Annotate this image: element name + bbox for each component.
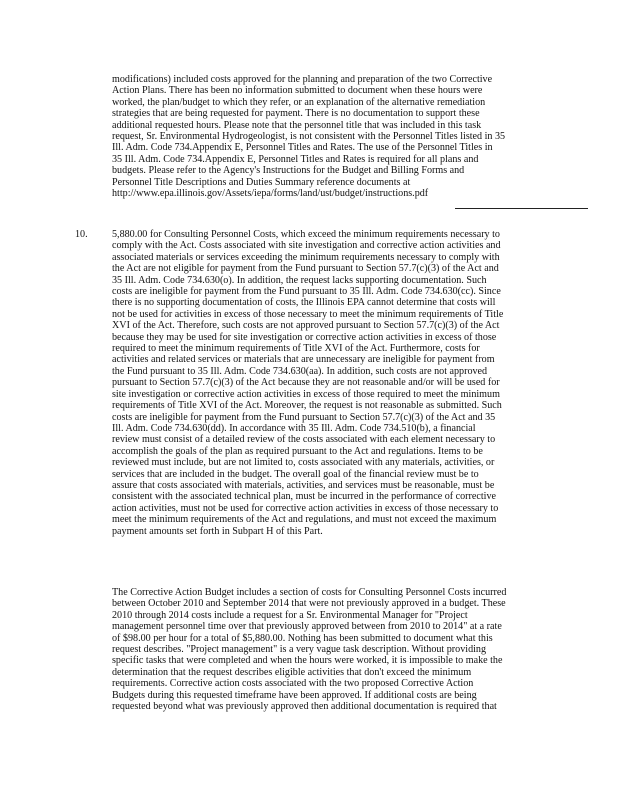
- text-line: requirements of Title XVI of the Act. Moreover, the request is not reasonable as submitted. Such: [112, 400, 502, 412]
- text-line: Ill. Adm. Code 734.630(dd). In accordance with 35 Ill. Adm. Code 734.510(b), a financial: [112, 422, 476, 434]
- text-line: determination that the request describes eligible activities that don't exceed the minimum: [112, 666, 472, 678]
- text-line: the Act are not eligible for payment from the Fund pursuant to Section 57.7(c)(3) of the Act and: [112, 263, 499, 275]
- text-line: specific tasks that were completed and when the hours were worked, it is impossible to make the: [112, 655, 503, 667]
- text-line: worked, the plan/budget to which they refer, or an explanation of the alternative remediation: [112, 96, 486, 108]
- text-line: 2010 through 2014 costs include a request for a Sr. Environmental Manager for "Project: [112, 609, 468, 621]
- text-line: consistent with the associated technical plan, must be incurred in the performance of corrective: [112, 491, 496, 503]
- text-line: Budgets during this requested timeframe have been approved. If additional costs are being: [112, 689, 477, 701]
- text-line: Personnel Title Descriptions and Duties Summary reference documents at: [112, 176, 411, 188]
- text-line: of $98.00 per hour for a total of $5,880.00. Nothing has been submitted to document what this: [112, 632, 493, 644]
- text-line: between October 2010 and September 2014 that were not previously approved in a budget. These: [112, 598, 506, 610]
- text-line: required to meet the minimum requirements of Title XVI of the Act. Furthermore, costs for: [112, 343, 480, 355]
- text-line: request, Sr. Environmental Hydrogeologist, is not consistent with the Personnel Titles listed in 35: [112, 131, 506, 143]
- text-line: 5,880.00 for Consulting Personnel Costs, which exceed the minimum requirements necessary to: [112, 229, 500, 240]
- text-line: pursuant to Section 57.7(c)(3) of the Act because they are not reasonable and/or will be used for: [112, 377, 500, 389]
- text-line: request describes. "Project management" is a very vague task description. Without providing: [112, 644, 487, 656]
- text-line: costs are ineligible for payment from the Fund pursuant to Section 57.7(c)(3) of the Act and 35: [112, 411, 496, 423]
- text-line: because they may be used for site investigation or corrective action activities in excess of those: [112, 331, 497, 343]
- text-line: modifications) included costs approved for the planning and preparation of the two Corrective: [112, 74, 493, 85]
- text-line: there is no supporting documentation of costs, the Illinois EPA cannot determine that costs will: [112, 297, 496, 309]
- text-line: Ill. Adm. Code 734.Appendix E, Personnel Titles and Rates. The use of the Personnel Titles in: [112, 142, 493, 154]
- text-line: services that are included in the budget. The overall goal of the financial review must be to: [112, 468, 479, 480]
- text-line: the Fund pursuant to 35 Ill. Adm. Code 734.630(aa). In addition, such costs are not approved: [112, 365, 488, 377]
- text-line: budgets. Please refer to the Agency's Instructions for the Budget and Billing Forms and: [112, 165, 465, 177]
- text-line: XVI of the Act. Therefore, such costs are not approved pursuant to Section 57.7(c)(3) of the Act: [112, 320, 500, 332]
- text-line: costs are ineligible for payment from the Fund pursuant to 35 Ill. Adm. Code 734.630(cc). Since: [112, 286, 501, 298]
- text-line: not be used for activities in excess of those necessary to meet the minimum requirements of Title: [112, 308, 504, 320]
- horizontal-rule: [455, 208, 588, 209]
- instructions-url-link[interactable]: http://www.epa.illinois.gov/Assets/iepa/forms/land/ust/budget/instructions.pdf: [112, 188, 429, 200]
- item-number: 10.: [75, 229, 88, 240]
- text-line: activities and related services or materials that are unnecessary are ineligible for payment from: [112, 354, 495, 366]
- text-line: payment amounts set forth in Subpart H of this Part.: [112, 525, 323, 537]
- text-line: action activities, must not be used for corrective action activities in excess of those necessary to: [112, 502, 499, 514]
- text-line: strategies that are being requested for payment. There is no documentation to support these: [112, 108, 480, 120]
- text-line: 35 Ill. Adm. Code 734.Appendix E, Personnel Titles and Rates is required for all plans and: [112, 153, 479, 165]
- text-line: associated materials or services exceeding the minimum requirements necessary to comply with: [112, 251, 500, 263]
- text-line: review must consist of a detailed review of the costs associated with each element necessary to: [112, 434, 496, 446]
- text-line: The Corrective Action Budget includes a section of costs for Consulting Personnel Costs incurred: [112, 587, 507, 598]
- text-line: additional requested hours. Please note that the personnel title that was included in this task: [112, 119, 482, 131]
- text-line: 35 Ill. Adm. Code 734.630(o). In addition, the request lacks supporting documentation. Such: [112, 274, 487, 286]
- budget-explanation-paragraph: [112, 587, 592, 712]
- text-line: Action Plans. There has been no information submitted to document when these hours were: [112, 85, 483, 97]
- text-line: assure that costs associated with materials, activities, and services must be reasonable, must be: [112, 479, 495, 491]
- text-line: reviewed must include, but are not limited to, costs associated with any materials, activities, or: [112, 457, 495, 469]
- continuation-paragraph: [112, 74, 592, 199]
- item-10-paragraph: [112, 229, 592, 537]
- text-line: meet the minimum requirements of the Act and regulations, and must not exceed the maximum: [112, 514, 497, 526]
- text-line: requirements. Corrective action costs associated with the two proposed Corrective Action: [112, 678, 474, 690]
- text-line: management personnel time over that previously approved between from 2010 to 2014" at a rate: [112, 621, 502, 633]
- text-line: comply with the Act. Costs associated with site investigation and corrective action activities and: [112, 240, 501, 252]
- text-line: accomplish the goals of the plan as required pursuant to the Act and regulations. Items to be: [112, 445, 483, 457]
- text-line: site investigation or corrective action activities in excess of those required to meet the minimum: [112, 388, 500, 400]
- text-line: requested beyond what was previously approved then additional documentation is required that: [112, 701, 497, 713]
